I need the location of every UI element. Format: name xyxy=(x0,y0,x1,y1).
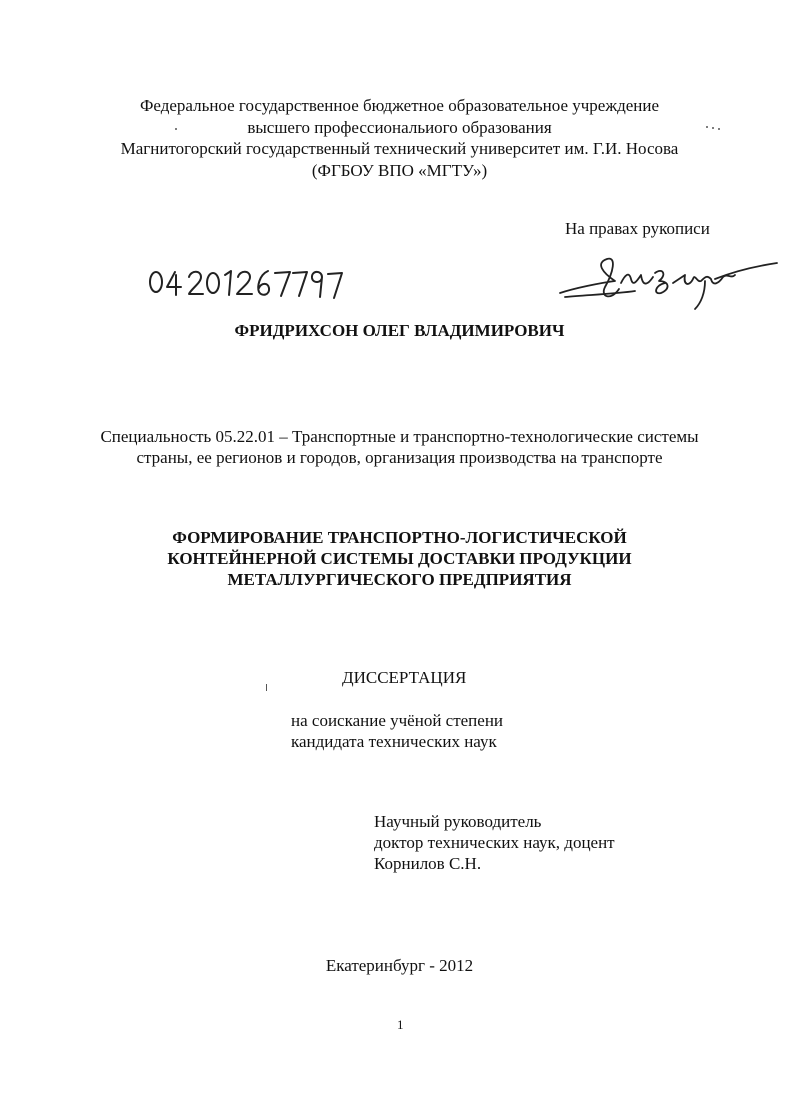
registration-number-handwritten xyxy=(145,265,345,307)
scan-speck xyxy=(718,128,720,130)
work-type: ДИССЕРТАЦИЯ xyxy=(342,668,467,687)
institution-line-3: Магнитогорский государственный технический университет им. Г.И. Носова xyxy=(120,139,679,158)
manuscript-note: На правах рукописи xyxy=(565,219,710,238)
specialty-line-2: страны, ее регионов и городов, организация производства на транспорте xyxy=(136,448,663,467)
scan-speck xyxy=(712,127,714,129)
dissertation-title-line-1: ФОРМИРОВАНИЕ ТРАНСПОРТНО-ЛОГИСТИЧЕСКОЙ xyxy=(172,528,627,547)
place-year: Екатеринбург - 2012 xyxy=(325,956,474,975)
institution-line-1: Федеральное государственное бюджетное образовательное учреждение xyxy=(139,96,660,115)
supervisor-title: доктор технических наук, доцент xyxy=(374,833,615,852)
specialty-line-1: Специальность 05.22.01 – Транспортные и транспортно-технологические системы xyxy=(100,427,699,446)
degree-line-1: на соискание учёной степени xyxy=(291,711,504,730)
scan-speck xyxy=(706,126,708,128)
degree-line-2: кандидата технических наук xyxy=(291,732,497,751)
supervisor-name: Корнилов С.Н. xyxy=(374,854,482,873)
signature xyxy=(555,253,785,313)
institution-line-4: (ФГБОУ ВПО «МГТУ») xyxy=(311,161,488,180)
supervisor-role: Научный руководитель xyxy=(374,812,542,831)
scan-speck xyxy=(266,684,267,691)
dissertation-title-line-2: КОНТЕЙНЕРНОЙ СИСТЕМЫ ДОСТАВКИ ПРОДУКЦИИ xyxy=(167,549,632,568)
scan-speck xyxy=(175,128,177,130)
author-name: ФРИДРИХСОН ОЛЕГ ВЛАДИМИРОВИЧ xyxy=(234,321,565,340)
dissertation-title-line-3: МЕТАЛЛУРГИЧЕСКОГО ПРЕДПРИЯТИЯ xyxy=(227,570,572,589)
institution-line-2: высшего профессиональиого образования xyxy=(247,118,552,137)
page-number: 1 xyxy=(397,1017,404,1032)
